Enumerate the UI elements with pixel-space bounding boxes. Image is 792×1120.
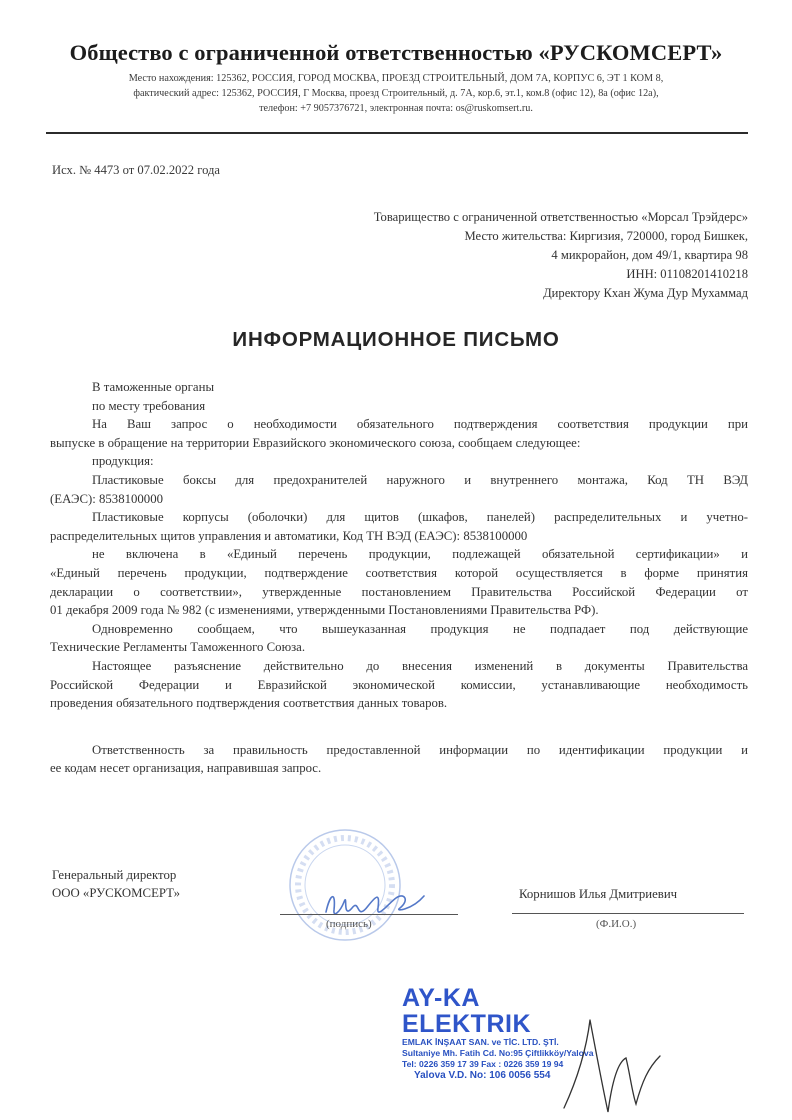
stamp-title: AY-KA ELEKTRIK	[402, 984, 531, 1038]
not-included-line-1: не включена в «Единый перечень продукции, подлежащей обязательной сертификации» и	[92, 547, 748, 562]
not-included-line-2: «Единый перечень продукции, подтверждение соответствия которой осуществляется в форме принятия	[50, 565, 748, 580]
stamp-line-4: Yalova V.D. No: 106 0056 554	[414, 1070, 551, 1081]
addressee-street: 4 микрорайон, дом 49/1, квартира 98	[551, 248, 748, 262]
validity-line-2: Российской Федерации и Евразийской экономической комиссии, устанавливающие необходимость	[50, 677, 748, 692]
location-line: Место нахождения: 125362, РОССИЯ, ГОРОД МОСКВА, ПРОЕЗД СТРОИТЕЛЬНЫЙ, ДОМ 7А, КОРПУС 6, ЭТ 1 КОМ 8,	[128, 73, 664, 84]
name-rule	[512, 913, 744, 914]
product-1-line-1: Пластиковые боксы для предохранителей наружного и внутреннего монтажа, Код ТН ВЭД	[92, 472, 748, 487]
responsibility-line-2: ее кодам несет организация, направившая запрос.	[50, 761, 322, 776]
name-caption: (Ф.И.О.)	[596, 918, 637, 930]
addressee-location: Место жительства: Киргизия, 720000, город Бишкек,	[464, 229, 748, 243]
simultaneously-line-1: Одновременно сообщаем, что вышеуказанная продукция не подпадает под действующие	[92, 621, 748, 636]
header-divider	[46, 132, 748, 134]
addressee-block	[374, 208, 748, 303]
addressee-director: Директору Кхан Жума Дур Мухаммад	[543, 286, 748, 300]
responsibility-line-1: Ответственность за правильность предоставленной информации по идентификации продукции и	[92, 742, 748, 757]
recipient-line-2: по месту требования	[92, 398, 206, 413]
letter-body	[50, 378, 748, 778]
validity-line-1: Настоящее разъяснение действительно до внесения изменений в документы Правительства	[92, 658, 748, 673]
signatory-position	[52, 866, 180, 902]
recipient-line-1: В таможенные органы	[92, 380, 215, 394]
stamp-line-1: EMLAK İNŞAAT SAN. ve TİC. LTD. ŞTİ.	[402, 1037, 559, 1047]
document-title: ИНФОРМАЦИОННОЕ ПИСЬМО	[232, 328, 560, 351]
company-name: Общество с ограниченной ответственностью «РУСКОМСЕРТ»	[69, 40, 723, 65]
contacts-line: телефон: +7 9057376721, электронная почта: os@ruskomsert.ru.	[259, 103, 533, 114]
intro-line-2: выпуске в обращение на территории Евразийского экономического союза, сообщаем следующее:	[50, 435, 581, 450]
actual-address-line: фактический адрес: 125362, РОССИЯ, Г Москва, проезд Строительный, д. 7А, кор.6, эт.1, ком.8 (офис 12), 8а (офис 12а),	[133, 88, 659, 99]
intro-line-1: На Ваш запрос о необходимости обязательного подтверждения соответствия продукции при	[92, 417, 748, 432]
products-label: продукция:	[92, 454, 154, 469]
outgoing-reference: Исх. № 4473 от 07.02.2022 года	[52, 163, 220, 177]
validity-line-3: проведения обязательного подтверждения соответствия данных товаров.	[50, 696, 448, 711]
position-line-2: ООО «РУСКОМСЕРТ»	[52, 886, 181, 900]
stamp-line-3: Tel: 0226 359 17 39 Fax : 0226 359 19 94	[402, 1059, 564, 1069]
addressee-company: Товарищество с ограниченной ответственностью «Морсал Трэйдерс»	[373, 210, 748, 224]
product-1-line-2: (ЕАЭС): 8538100000	[50, 491, 163, 506]
addressee-inn: ИНН: 01108201410218	[626, 267, 748, 281]
stamp-signature	[556, 1012, 666, 1116]
stamp-line-2: Sultaniye Mh. Fatih Cd. No:95 Çiftlikköy/Yalova	[402, 1048, 594, 1058]
signature-caption: (подпись)	[326, 918, 372, 930]
position-line-1: Генеральный директор	[52, 868, 177, 882]
signature-rule	[280, 914, 458, 915]
simultaneously-line-2: Технические Регламенты Таможенного Союза.	[50, 640, 306, 655]
product-2-line-2: распределительных щитов управления и автоматики, Код ТН ВЭД (ЕАЭС): 8538100000	[50, 528, 528, 543]
not-included-line-3: декларации о соответствии», утвержденные постановлением Правительства Российской Федерации от	[50, 584, 748, 599]
product-2-line-1: Пластиковые корпусы (оболочки) для щитов (шкафов, панелей) распределительных и учетно-	[92, 510, 748, 525]
not-included-line-4: 01 декабря 2009 года № 982 (с изменениями, утвержденными Постановлениями Правительства РФ).	[50, 603, 599, 618]
signatory-name: Корнишов Илья Дмитриевич	[519, 887, 678, 901]
